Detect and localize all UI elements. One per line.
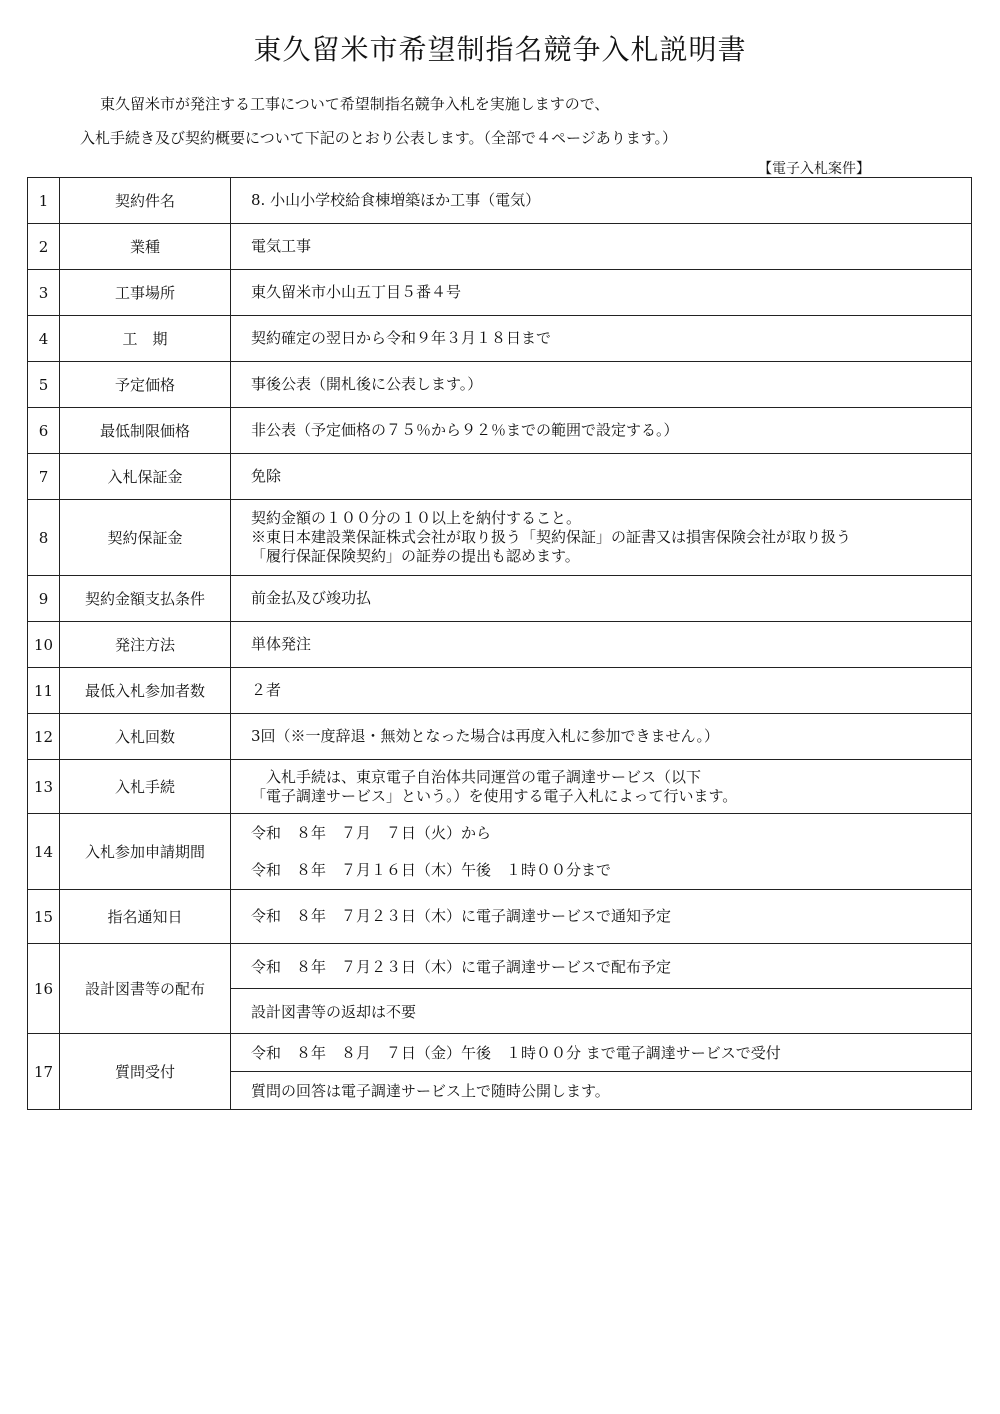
row-label: 入札参加申請期間 <box>60 814 231 890</box>
row-value <box>231 814 972 890</box>
row-label: 工 期 <box>60 316 231 362</box>
row-value <box>231 760 972 814</box>
page-title: 東久留米市希望制指名競争入札説明書 <box>253 33 747 66</box>
row-value: 8. 小山小学校給食棟増築ほか工事（電気） <box>231 178 972 224</box>
table-row <box>28 178 972 224</box>
value-line: 入札手続は、東京電子自治体共同運営の電子調達サービス（以下 <box>251 767 702 786</box>
row-value: 令和 ８年 ７月２３日（木）に電子調達サービスで通知予定 <box>231 890 972 944</box>
row-number: 7 <box>28 454 60 500</box>
row-value <box>231 500 972 576</box>
value-line: 令和 ８年 ７月 ７日（火）から <box>251 823 492 842</box>
row-label: 契約金額支払条件 <box>60 576 231 622</box>
value-line: ※東日本建設業保証株式会社が取り扱う「契約保証」の証書又は損害保険会社が取り扱う <box>251 528 852 546</box>
table-row <box>28 408 972 454</box>
table-row <box>28 270 972 316</box>
row-label: 発注方法 <box>60 622 231 668</box>
value-line: 設計図書等の返却は不要 <box>231 988 971 1033</box>
row-label: 工事場所 <box>60 270 231 316</box>
table-row <box>28 714 972 760</box>
row-number: 12 <box>28 714 60 760</box>
value-line: 令和 ８年 ７月２３日（木）に電子調達サービスで配布予定 <box>251 957 672 976</box>
row-value: 事後公表（開札後に公表します。） <box>231 362 972 408</box>
row-label: 業種 <box>60 224 231 270</box>
value-line: 「電子調達サービス」という。）を使用する電子入札によって行います。 <box>251 786 738 805</box>
row-number: 2 <box>28 224 60 270</box>
value-line: 質問の回答は電子調達サービス上で随時公開します。 <box>231 1071 971 1109</box>
row-value: 電気工事 <box>231 224 972 270</box>
row-number: 11 <box>28 668 60 714</box>
row-value: 単体発注 <box>231 622 972 668</box>
intro-line-2: 入札手続き及び契約概要について下記のとおり公表します。（全部で４ページあります。） <box>80 129 678 147</box>
electronic-bid-tag: 【電子入札案件】 <box>758 161 870 177</box>
table-row <box>28 576 972 622</box>
row-value: 契約確定の翌日から令和９年３月１８日まで <box>231 316 972 362</box>
row-label: 予定価格 <box>60 362 231 408</box>
row-label: 入札回数 <box>60 714 231 760</box>
row-number: 13 <box>28 760 60 814</box>
row-number: 17 <box>28 1034 60 1110</box>
row-number: 10 <box>28 622 60 668</box>
table-row <box>28 1034 972 1110</box>
row-label: 入札手続 <box>60 760 231 814</box>
row-label: 契約保証金 <box>60 500 231 576</box>
row-number: 15 <box>28 890 60 944</box>
row-value <box>231 1034 972 1110</box>
table-row <box>28 668 972 714</box>
table-row <box>28 622 972 668</box>
value-line: 「履行保証保険契約」の証券の提出も認めます。 <box>251 547 580 565</box>
row-number: 5 <box>28 362 60 408</box>
row-label: 契約件名 <box>60 178 231 224</box>
bid-info-table <box>27 177 972 1110</box>
table-row <box>28 760 972 814</box>
table-row <box>28 224 972 270</box>
row-value: ２者 <box>231 668 972 714</box>
row-number: 8 <box>28 500 60 576</box>
row-label: 最低入札参加者数 <box>60 668 231 714</box>
table-row <box>28 454 972 500</box>
row-value: 3回（※一度辞退・無効となった場合は再度入札に参加できません。） <box>231 714 972 760</box>
row-label: 入札保証金 <box>60 454 231 500</box>
row-number: 3 <box>28 270 60 316</box>
table-row <box>28 944 972 1034</box>
table-row <box>28 316 972 362</box>
intro-line-1: 東久留米市が発注する工事について希望制指名競争入札を実施しますので、 <box>100 95 610 113</box>
row-number: 1 <box>28 178 60 224</box>
row-number: 14 <box>28 814 60 890</box>
row-value: 免除 <box>231 454 972 500</box>
table-row <box>28 814 972 890</box>
table-row <box>28 362 972 408</box>
table-row <box>28 500 972 576</box>
row-value: 非公表（予定価格の７５％から９２％までの範囲で設定する。） <box>231 408 972 454</box>
value-line: 令和 ８年 ８月 ７日（金）午後 １時００分 まで電子調達サービスで受付 <box>251 1044 781 1062</box>
table-row <box>28 890 972 944</box>
row-number: 16 <box>28 944 60 1034</box>
value-line: 契約金額の１００分の１０以上を納付すること。 <box>251 509 582 527</box>
row-label: 質問受付 <box>60 1034 231 1110</box>
row-value: 前金払及び竣功払 <box>231 576 972 622</box>
row-value: 東久留米市小山五丁目５番４号 <box>231 270 972 316</box>
row-label: 最低制限価格 <box>60 408 231 454</box>
value-line: 令和 ８年 ７月１６日（木）午後 １時００分まで <box>251 860 612 879</box>
row-number: 6 <box>28 408 60 454</box>
row-label: 指名通知日 <box>60 890 231 944</box>
row-number: 4 <box>28 316 60 362</box>
row-value <box>231 944 972 1034</box>
row-label: 設計図書等の配布 <box>60 944 231 1034</box>
row-number: 9 <box>28 576 60 622</box>
